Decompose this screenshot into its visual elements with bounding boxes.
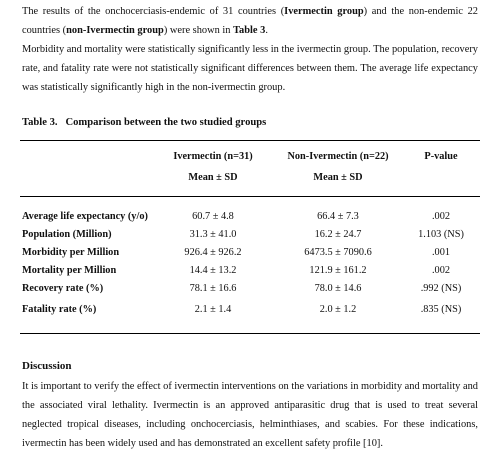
header-p-value: P-value	[424, 151, 458, 162]
header-non-ivermectin	[283, 151, 393, 162]
intro-text: 22 countries (	[22, 6, 478, 36]
intro-text: ) and the non-endemic	[363, 6, 463, 17]
discussion-heading: Discussion	[22, 360, 72, 372]
p-value: 1.103 (NS)	[418, 229, 464, 240]
ivermectin-value: 926.4 ± 926.2	[184, 247, 242, 258]
non-ivermectin-value: 66.4 ± 7.3	[317, 211, 359, 222]
table-row	[0, 304, 500, 322]
non-ivermectin-value: 6473.5 ± 7090.6	[304, 247, 372, 258]
row-label: Population (Million)	[22, 229, 112, 240]
table-row	[0, 211, 500, 229]
header-non-ivermectin-stat	[283, 172, 393, 183]
intro-paragraph-1	[22, 2, 478, 40]
non-ivermectin-value: 2.0 ± 1.2	[319, 304, 357, 315]
ivermectin-value: 14.4 ± 13.2	[189, 265, 237, 276]
table-row	[0, 247, 500, 265]
non-ivermectin-value: 121.9 ± 161.2	[309, 265, 367, 276]
table-row	[0, 229, 500, 247]
table-bottom-rule	[20, 333, 480, 334]
header-ivermectin	[163, 151, 263, 162]
intro-non-ivermectin-group: non-Ivermectin group	[66, 25, 164, 36]
row-label: Morbidity per Million	[22, 247, 120, 258]
discussion-paragraph: It is important to verify the effect of ivermectin interventions on the variations in morbidity and mortality and the associated viral lethality. Ivermectin is an approved antiparasitic drug that is used to treat several neglected tropical diseases, including onchocerciasis, helminthiases, and scabies. For these indications, ivermectin has been widely used and has demonstrated an excellent safety profile [10].	[22, 381, 478, 449]
p-value: .002	[431, 211, 451, 222]
table-header-rule	[20, 196, 480, 197]
table-top-rule	[20, 140, 480, 141]
p-value: .002	[431, 265, 451, 276]
header-ivermectin-n: Ivermectin (n=31)	[173, 151, 253, 162]
table-row	[0, 283, 500, 301]
ivermectin-value: 2.1 ± 1.4	[194, 304, 232, 315]
intro-table-ref: Table 3	[233, 25, 266, 36]
row-label: Fatality rate (%)	[22, 304, 97, 315]
row-label: Average life expectancy (y/o)	[22, 211, 148, 222]
row-label: Mortality per Million	[22, 265, 117, 276]
ivermectin-value: 31.3 ± 41.0	[189, 229, 237, 240]
p-value: .001	[431, 247, 451, 258]
p-value: .835 (NS)	[420, 304, 462, 315]
p-value: .992 (NS)	[420, 283, 462, 294]
non-ivermectin-value: 78.0 ± 14.6	[314, 283, 362, 294]
header-non-ivermectin-mean-sd: Mean ± SD	[313, 172, 363, 183]
ivermectin-value: 60.7 ± 4.8	[192, 211, 234, 222]
header-non-ivermectin-n: Non-Ivermectin (n=22)	[287, 151, 389, 162]
intro-paragraph-2: Morbidity and mortality were statistically significantly less in the ivermectin group. The population, recovery rate, and fatality rate were not statistically significant differences between them. The average life expectancy was statistically significantly high in the non-ivermectin group.	[22, 44, 478, 93]
header-ivermectin-stat	[163, 172, 263, 183]
intro-text: .	[265, 25, 268, 36]
table-row	[0, 265, 500, 283]
header-ivermectin-mean-sd: Mean ± SD	[188, 172, 238, 183]
non-ivermectin-value: 16.2 ± 24.7	[314, 229, 362, 240]
row-label: Recovery rate (%)	[22, 283, 104, 294]
intro-text: The results of the onchocerciasis-endemic of 31 countries (	[22, 6, 285, 17]
intro-text: ) were shown in	[163, 25, 234, 36]
intro-ivermectin-group: Ivermectin group	[284, 6, 364, 17]
ivermectin-value: 78.1 ± 16.6	[189, 283, 237, 294]
table-caption: Table 3. Comparison between the two studied groups	[22, 117, 267, 128]
